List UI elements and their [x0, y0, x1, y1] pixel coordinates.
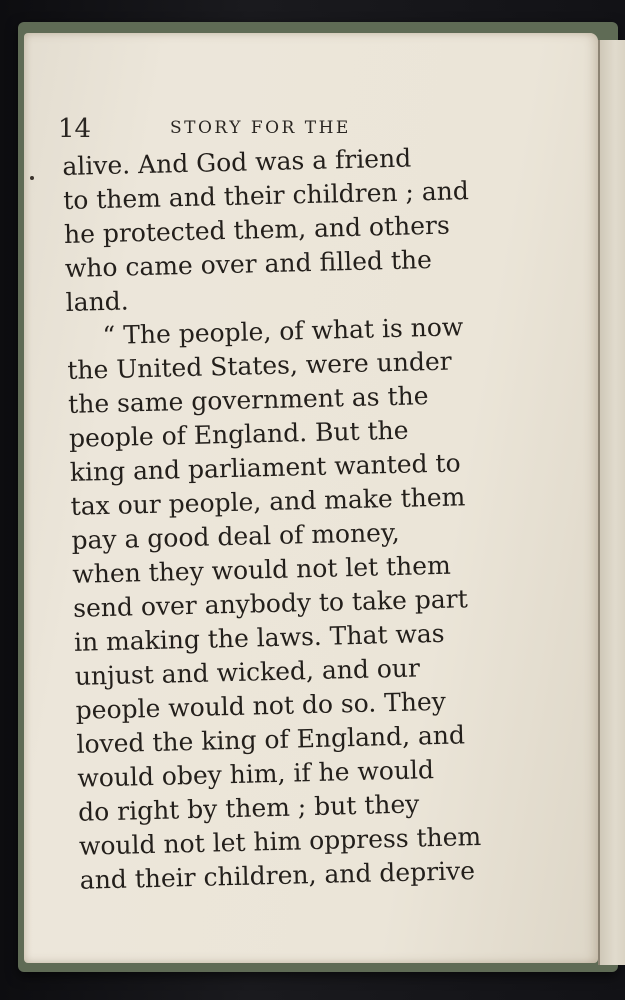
text-line: people of England. But the	[68, 415, 409, 453]
text-line: would not let him oppress them	[78, 821, 482, 861]
page-number: 14	[58, 114, 92, 144]
text-line: tax our people, and make them	[70, 482, 466, 521]
text-line: the same government as the	[67, 381, 429, 419]
text-line: to them and their children ; and	[62, 176, 470, 215]
text-line: would obey him, if he would	[77, 755, 435, 793]
text-line: do right by them ; but they	[77, 789, 420, 827]
text-line: pay a good deal of money,	[71, 517, 400, 555]
text-line: land.	[65, 286, 130, 317]
text-line: in making the laws. That was	[73, 618, 445, 657]
text-line: he protected them, and others	[63, 210, 451, 249]
text-line: alive. And God was a friend	[62, 143, 412, 181]
text-line: and their children, and deprive	[79, 856, 476, 895]
running-head: STORY FOR THE	[170, 118, 351, 138]
ink-mark	[30, 176, 34, 180]
text-line: people would not do so. They	[75, 686, 447, 725]
text-line: the United States, were under	[67, 346, 452, 385]
text-line: send over anybody to take part	[72, 584, 469, 623]
facing-page-edge	[598, 40, 625, 965]
text-line: when they would not let them	[72, 550, 452, 589]
text-line: unjust and wicked, and our	[74, 653, 421, 691]
text-line: king and parliament wanted to	[69, 448, 461, 487]
text-line: “ The people, of what is now	[102, 312, 464, 351]
page-body-text	[62, 139, 545, 898]
text-line: loved the king of England, and	[76, 720, 466, 759]
text-line: who came over and filled the	[64, 245, 433, 283]
